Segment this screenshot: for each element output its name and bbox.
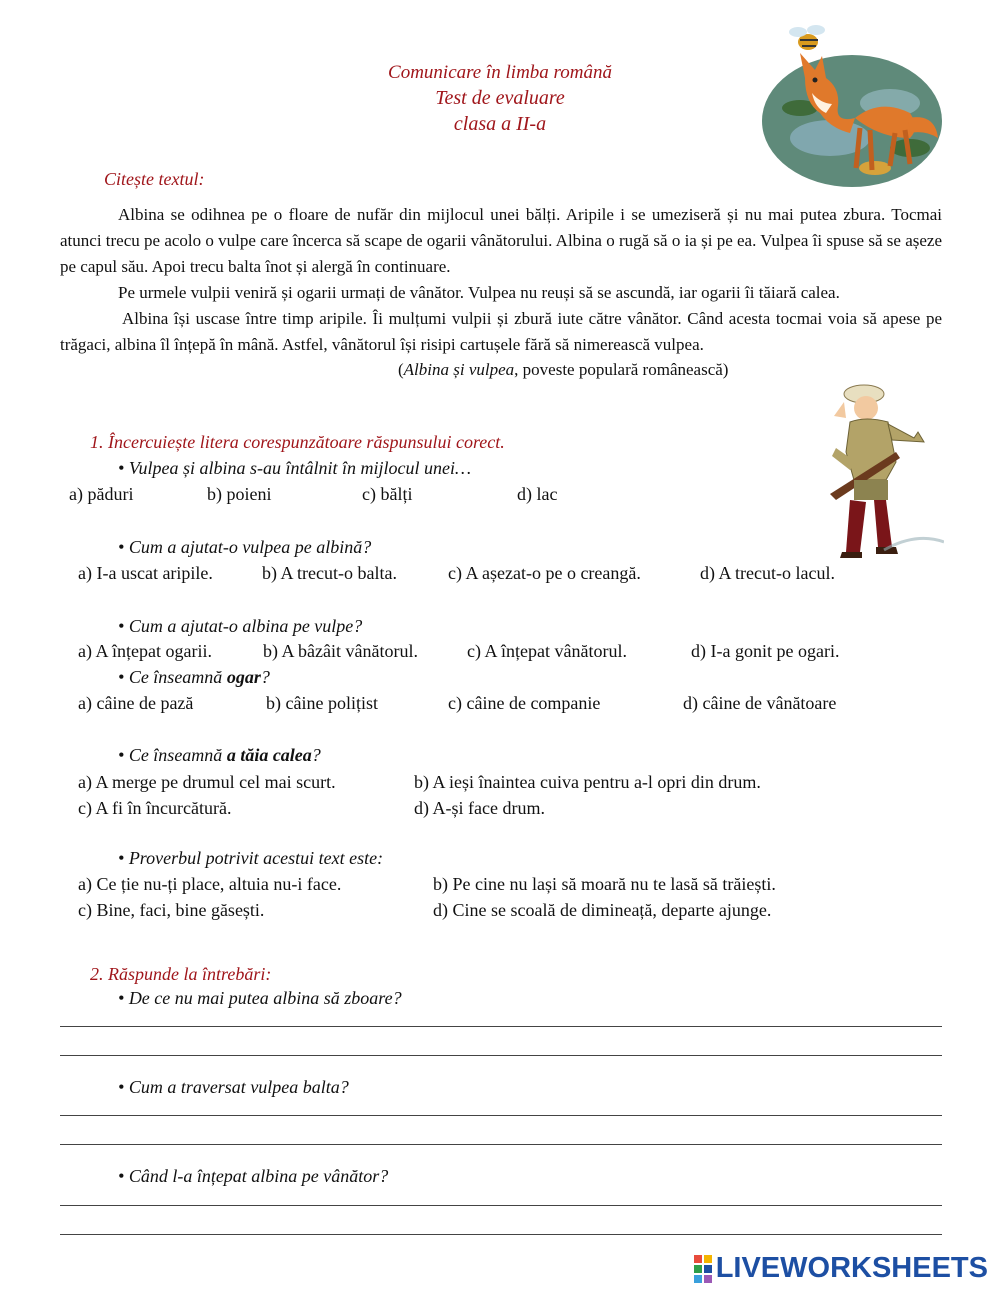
liveworksheets-logo (694, 1252, 988, 1285)
subject-title: Comunicare în limba română (388, 62, 612, 83)
exercise-1-title: 1. Încercuiește litera corespunzătoare răspunsului corect. (90, 432, 505, 452)
answer-line-3b[interactable] (60, 1234, 942, 1235)
q1-option-a[interactable]: a) păduri (69, 484, 134, 504)
story-paragraph-2: Pe urmele vulpii veniră și ogarii urmați de vânător. Vulpea nu reuși să se ascundă, iar ogarii îi tăiară calea. (118, 283, 840, 302)
logo-text: LIVEWORKSHEETS (715, 1252, 988, 1284)
question-4: • Ce înseamnă ogar? (118, 667, 270, 687)
q4-option-d[interactable]: d) câine de vânătoare (683, 693, 837, 713)
open-question-1: • De ce nu mai putea albina să zboare? (118, 988, 402, 1008)
answer-line-2b[interactable] (60, 1144, 942, 1145)
q6-option-d[interactable]: d) Cine se scoală de dimineață, departe ajunge. (433, 900, 772, 920)
q2-option-b[interactable]: b) A trecut-o balta. (262, 563, 397, 583)
exercise-2-title: 2. Răspunde la întrebări: (90, 964, 272, 984)
answer-line-1a[interactable] (60, 1026, 942, 1027)
q2-option-a[interactable]: a) I-a uscat aripile. (78, 563, 213, 583)
story-paragraph-1: Albina se odihnea pe o floare de nufăr din mijlocul unei bălți. Aripile i se umeziseră și nu mai putea zbura. Tocmai atunci trecu pe acolo o vulpe care încerca să scape de ogarii vânătorului. Albina o rugă să o ia și pe ea. Vulpea îi spuse să se așeze pe capul său. Apoi trecu balta înot și alergă în continuare. (60, 205, 942, 276)
question-2: • Cum a ajutat-o vulpea pe albină? (118, 537, 372, 557)
question-1: • Vulpea și albina s-au întâlnit în mijlocul unei… (118, 458, 471, 478)
question-5: • Ce înseamnă a tăia calea? (118, 745, 321, 765)
fox-bee-illustration (760, 18, 945, 190)
q1-option-b[interactable]: b) poieni (207, 484, 272, 504)
answer-line-2a[interactable] (60, 1115, 942, 1116)
q3-option-b[interactable]: b) A bâzâit vânătorul. (263, 641, 418, 661)
q4-option-b[interactable]: b) câine polițist (266, 693, 378, 713)
q5-option-c[interactable]: c) A fi în încurcătură. (78, 798, 232, 818)
q3-option-c[interactable]: c) A înțepat vânătorul. (467, 641, 627, 661)
q5-option-d[interactable]: d) A-și face drum. (414, 798, 545, 818)
grade-title: clasa a II-a (453, 113, 547, 135)
open-question-2: • Cum a traversat vulpea balta? (118, 1077, 349, 1097)
logo-badge-icon (694, 1255, 712, 1283)
q2-option-d[interactable]: d) A trecut-o lacul. (700, 563, 835, 583)
hunter-illustration (826, 382, 944, 562)
q6-option-a[interactable]: a) Ce ție nu-ți place, altuia nu-i face. (78, 874, 342, 894)
q3-option-a[interactable]: a) A înțepat ogarii. (78, 641, 212, 661)
question-6: • Proverbul potrivit acestui text este: (118, 848, 384, 868)
q1-option-d[interactable]: d) lac (517, 484, 558, 504)
read-prompt: Citește textul: (104, 169, 205, 189)
answer-line-1b[interactable] (60, 1055, 942, 1056)
test-title: Test de evaluare (435, 87, 565, 109)
q6-option-b[interactable]: b) Pe cine nu lași să moară nu te lasă să trăiești. (433, 874, 776, 894)
q1-option-c[interactable]: c) bălți (362, 484, 413, 504)
q2-option-c[interactable]: c) A așezat-o pe o creangă. (448, 563, 641, 583)
question-3: • Cum a ajutat-o albina pe vulpe? (118, 616, 363, 636)
q5-option-a[interactable]: a) A merge pe drumul cel mai scurt. (78, 772, 336, 792)
q5-option-b[interactable]: b) A ieși înaintea cuiva pentru a-l opri din drum. (414, 772, 761, 792)
q6-option-c[interactable]: c) Bine, faci, bine găsești. (78, 900, 265, 920)
q3-option-d[interactable]: d) I-a gonit pe ogari. (691, 641, 840, 661)
story-source: (Albina și vulpea, poveste populară românească) (398, 360, 729, 379)
q4-option-a[interactable]: a) câine de pază (78, 693, 194, 713)
open-question-3: • Când l-a înțepat albina pe vânător? (118, 1166, 389, 1186)
story-paragraph-3: Albina își uscase între timp aripile. Îi mulțumi vulpii și zbură iute către vânător. Când acesta tocmai voia să apese pe trăgaci, albina îl înțepă în mână. Astfel, vânătorul își risipi cartușele fără să nimerească vulpea. (60, 309, 942, 354)
q4-option-c[interactable]: c) câine de companie (448, 693, 601, 713)
answer-line-3a[interactable] (60, 1205, 942, 1206)
